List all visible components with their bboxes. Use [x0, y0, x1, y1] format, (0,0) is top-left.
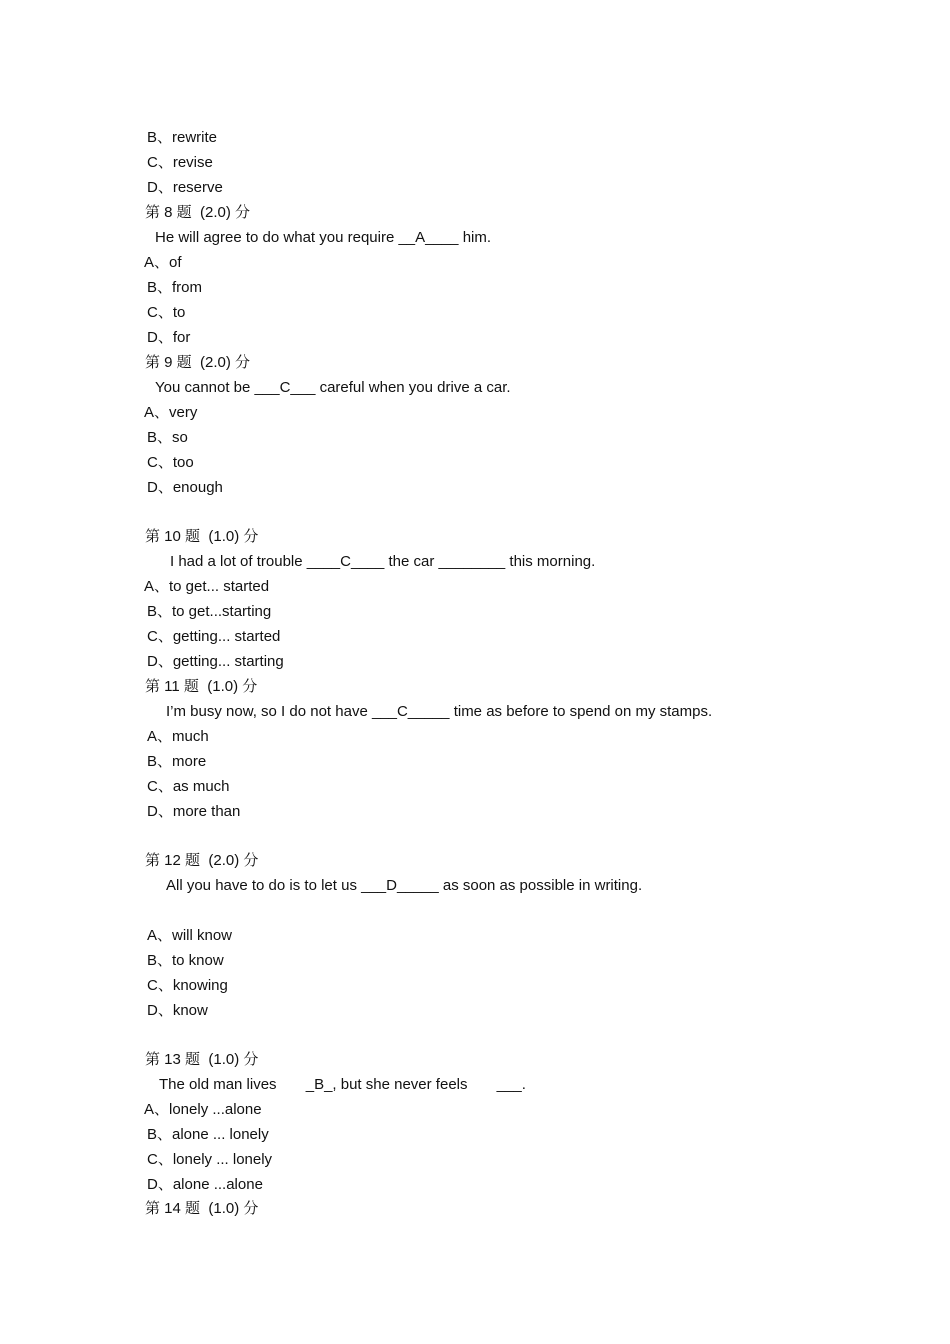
option-b: B、rewrite — [147, 129, 218, 146]
question-13-text: The old man lives _B_, but she never feels ___. — [159, 1076, 526, 1093]
option-c: C、to — [147, 304, 186, 321]
option-a: A、very — [144, 404, 198, 421]
option-d: D、reserve — [147, 179, 223, 196]
option-d: D、enough — [147, 479, 223, 496]
option-d: D、for — [147, 329, 191, 346]
option-a: A、of — [144, 254, 182, 271]
question-12-text: All you have to do is to let us ___D_____ as soon as possible in writing. — [166, 877, 643, 894]
option-a: A、to get... started — [144, 578, 270, 595]
question-11-text: I’m busy now, so I do not have ___C_____ time as before to spend on my stamps. — [166, 703, 713, 720]
question-12-header: 第 12 题 (2.0) 分 — [145, 852, 259, 869]
question-13-header: 第 13 题 (1.0) 分 — [145, 1051, 259, 1068]
option-b: B、to know — [147, 952, 224, 969]
question-9-text: You cannot be ___C___ careful when you drive a car. — [155, 379, 511, 396]
option-c: C、lonely ... lonely — [147, 1151, 273, 1168]
option-d: D、more than — [147, 803, 241, 820]
question-9-header: 第 9 题 (2.0) 分 — [145, 354, 251, 371]
option-a: A、will know — [147, 927, 233, 944]
option-c: C、too — [147, 454, 194, 471]
question-10-text: I had a lot of trouble ____C____ the car ________ this morning. — [170, 553, 596, 570]
option-b: B、so — [147, 429, 188, 446]
question-8-text: He will agree to do what you require __A____ him. — [155, 229, 492, 246]
option-b: B、more — [147, 753, 207, 770]
option-d: D、getting... starting — [147, 653, 284, 670]
question-14-header: 第 14 题 (1.0) 分 — [145, 1200, 259, 1217]
option-d: D、know — [147, 1002, 208, 1019]
option-b: B、to get...starting — [147, 603, 272, 620]
option-c: C、as much — [147, 778, 230, 795]
question-11-header: 第 11 题 (1.0) 分 — [145, 678, 258, 695]
option-b: B、from — [147, 279, 203, 296]
question-8-header: 第 8 题 (2.0) 分 — [145, 204, 251, 221]
option-b: B、alone ... lonely — [147, 1126, 269, 1143]
option-d: D、alone ...alone — [147, 1176, 263, 1193]
option-c: C、revise — [147, 154, 213, 171]
question-10-header: 第 10 题 (1.0) 分 — [145, 528, 259, 545]
option-a: A、much — [147, 728, 209, 745]
option-c: C、knowing — [147, 977, 228, 994]
option-c: C、getting... started — [147, 628, 281, 645]
option-a: A、lonely ...alone — [144, 1101, 262, 1118]
